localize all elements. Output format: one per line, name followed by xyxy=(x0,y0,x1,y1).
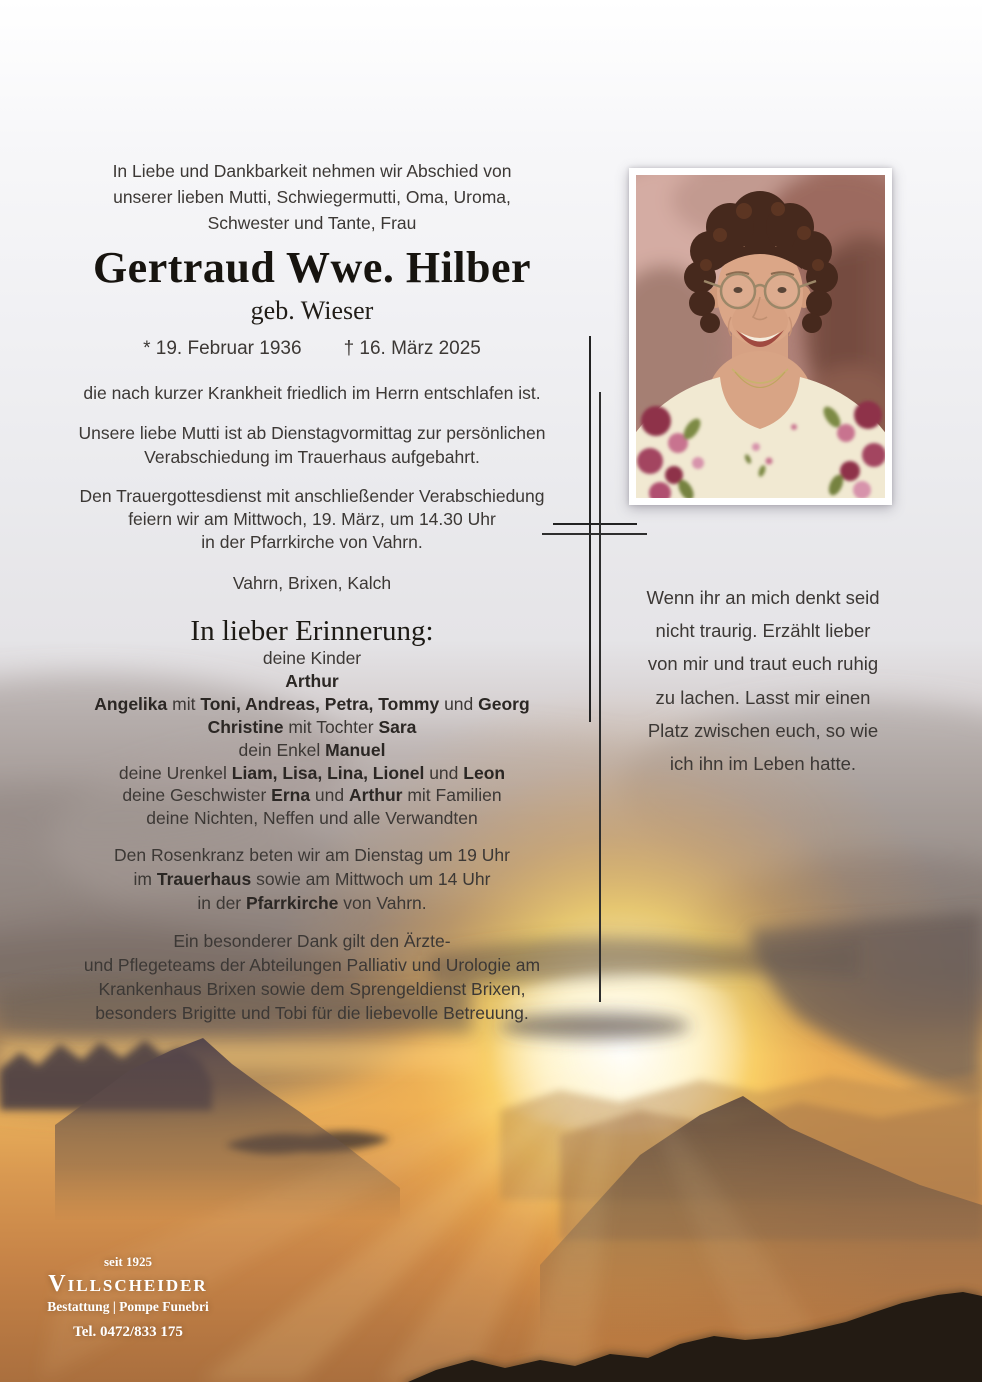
life-dates xyxy=(10,336,614,362)
thanks-line: Ein besonderer Dank gilt den Ärzte- xyxy=(173,931,451,951)
quote-line: ich ihn im Leben hatte. xyxy=(669,753,857,775)
portrait-illustration xyxy=(636,175,885,498)
quote-line: zu lachen. Lasst mir einen xyxy=(655,686,871,708)
service-paragraph xyxy=(10,485,614,554)
memory-line: deine Urenkel Liam, Lisa, Lina, Lionel und Leon xyxy=(118,762,506,783)
intro-line: Schwester und Tante, Frau xyxy=(207,213,417,233)
passing-line: die nach kurzer Krankheit friedlich im Herrn entschlafen ist. xyxy=(83,383,541,403)
rosary-paragraph xyxy=(10,843,614,915)
portrait-photo xyxy=(629,168,892,505)
memory-line: deine Nichten, Neffen und alle Verwandten xyxy=(146,808,478,829)
memory-line: Angelika mit Toni, Andreas, Petra, Tommy und Georg xyxy=(94,693,530,714)
quote-line: nicht traurig. Erzählt lieber xyxy=(655,620,871,642)
laying-paragraph xyxy=(10,421,614,469)
memorial-quote xyxy=(615,581,911,780)
service-line: in der Pfarrkirche von Vahrn. xyxy=(201,532,423,552)
rosary-line: Den Rosenkranz beten wir am Dienstag um 19 Uhr xyxy=(114,845,510,865)
death-date: † 16. März 2025 xyxy=(343,338,481,359)
logo-since: seit 1925 xyxy=(103,1254,153,1269)
memory-line: deine Kinder xyxy=(262,648,362,668)
logo-phone: Tel. 0472/833 175 xyxy=(73,1324,183,1340)
thanks-line: Krankenhaus Brixen sowie dem Sprengeldienst Brixen, xyxy=(98,979,526,999)
memory-line: deine Geschwister Erna und Arthur mit Familien xyxy=(122,785,502,806)
service-line: Den Trauergottesdienst mit anschließender Verabschiedung xyxy=(79,486,545,506)
memory-line: Arthur xyxy=(285,670,339,691)
intro-line: unserer lieben Mutti, Schwiegermutti, Oma, Uroma, xyxy=(113,187,511,207)
maiden-name: geb. Wieser xyxy=(250,296,374,325)
rosary-line: im Trauerhaus sowie am Mittwoch um 14 Uhr xyxy=(133,869,491,889)
quote-line: Wenn ihr an mich denkt seid xyxy=(646,587,880,608)
rosary-line: in der Pfarrkirche von Vahrn. xyxy=(197,893,427,913)
quote-line: Platz zwischen euch, so wie xyxy=(647,719,879,741)
places-line: Vahrn, Brixen, Kalch xyxy=(232,573,392,593)
memory-list xyxy=(10,647,614,830)
intro-line: In Liebe und Dankbarkeit nehmen wir Abschied von xyxy=(112,161,512,181)
intro-text xyxy=(10,158,614,236)
thanks-paragraph xyxy=(10,929,614,1025)
logo-name: Villscheider xyxy=(48,1271,208,1297)
memory-heading: In lieber Erinnerung: xyxy=(190,615,434,647)
logo-tagline: Bestattung | Pompe Funebri xyxy=(47,1299,209,1314)
service-line: feiern wir am Mittwoch, 19. März, um 14.30 Uhr xyxy=(128,509,496,529)
quote-line: von mir und traut euch ruhig xyxy=(647,653,879,675)
thanks-line: und Pflegeteams der Abteilungen Palliativ und Urologie am xyxy=(83,955,541,975)
laying-line: Unsere liebe Mutti ist ab Dienstagvormittag zur persönlichen xyxy=(78,423,546,443)
memory-line: dein Enkel Manuel xyxy=(238,739,386,760)
memory-line: Christine mit Tochter Sara xyxy=(207,716,417,737)
deceased-name: Gertraud Wwe. Hilber xyxy=(92,243,532,292)
laying-line: Verabschiedung im Trauerhaus aufgebahrt. xyxy=(144,447,480,467)
thanks-line: besonders Brigitte und Tobi für die liebevolle Betreuung. xyxy=(95,1003,529,1023)
birth-date: * 19. Februar 1936 xyxy=(143,338,302,359)
funeral-home-logo xyxy=(28,1254,228,1342)
